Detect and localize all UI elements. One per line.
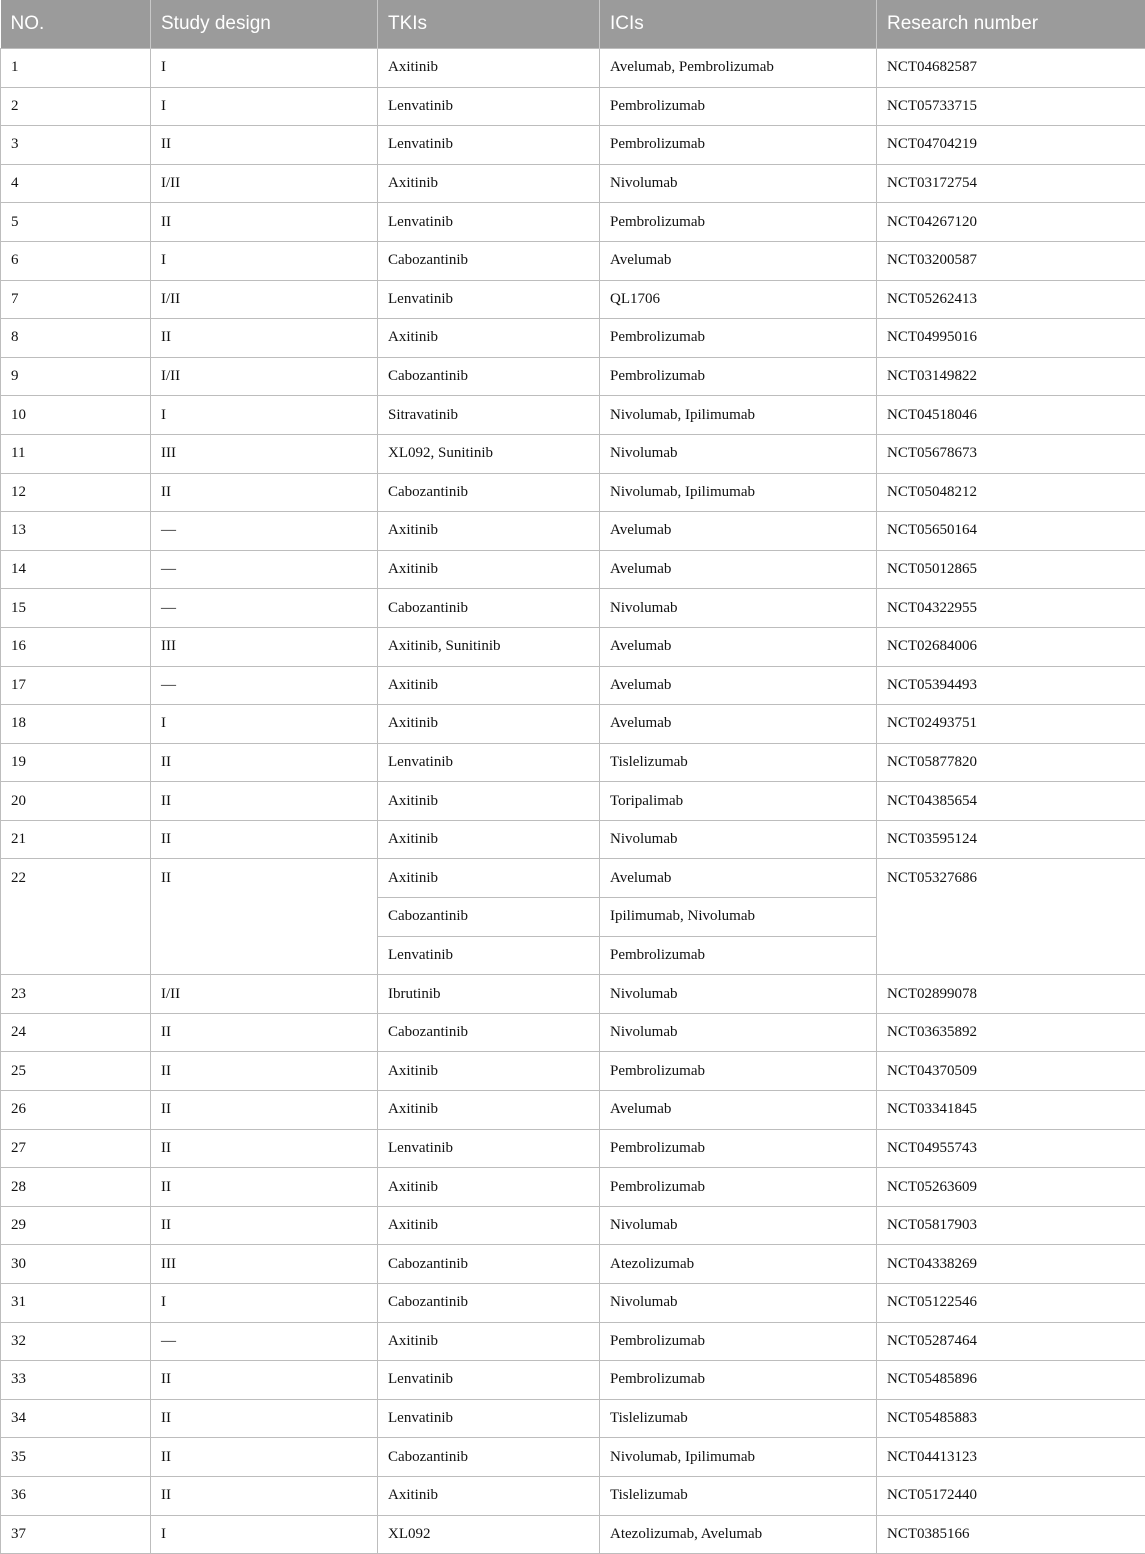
cell-tkis: Axitinib [378,49,600,88]
cell-study-design: II [151,782,378,821]
cell-study-design: II [151,1091,378,1130]
cell-tkis: Axitinib [378,1322,600,1361]
cell-study-design: II [151,820,378,859]
cell-no: 31 [1,1284,151,1323]
header-icis: ICIs [600,0,877,49]
cell-no: 8 [1,319,151,358]
table-row [1,666,1145,705]
cell-study-design: I/II [151,164,378,203]
table-row [1,1515,1145,1554]
cell-research-number: NCT04995016 [877,319,1145,358]
cell-research-number: NCT05485883 [877,1399,1145,1438]
table-row [1,1399,1145,1438]
table-row [1,357,1145,396]
table-row [1,434,1145,473]
cell-icis: Nivolumab [600,1013,877,1052]
cell-icis: Pembrolizumab [600,87,877,126]
cell-no: 29 [1,1206,151,1245]
table-row [1,241,1145,280]
cell-study-design: I/II [151,975,378,1014]
table-row [1,1052,1145,1091]
cell-study-design: I/II [151,357,378,396]
cell-research-number: NCT04322955 [877,589,1145,628]
cell-no: 32 [1,1322,151,1361]
cell-study-design: II [151,1206,378,1245]
cell-research-number: NCT05262413 [877,280,1145,319]
cell-tkis: Lenvatinib [378,743,600,782]
cell-tkis: Lenvatinib [378,203,600,242]
cell-icis: Nivolumab [600,164,877,203]
cell-study-design: II [151,1013,378,1052]
cell-study-design: — [151,1322,378,1361]
cell-research-number: NCT03200587 [877,241,1145,280]
cell-icis: Nivolumab [600,434,877,473]
cell-icis: Avelumab [600,627,877,666]
cell-study-design: I [151,396,378,435]
cell-icis: Pembrolizumab [600,319,877,358]
cell-icis: Pembrolizumab [600,1361,877,1400]
cell-icis: Toripalimab [600,782,877,821]
cell-research-number: NCT04704219 [877,126,1145,165]
cell-tkis: Cabozantinib [378,1438,600,1477]
cell-study-design: II [151,1476,378,1515]
cell-research-number: NCT05877820 [877,743,1145,782]
cell-study-design: I [151,49,378,88]
cell-study-design: II [151,859,378,975]
cell-research-number: NCT03149822 [877,357,1145,396]
cell-tkis: Cabozantinib [378,473,600,512]
cell-tkis: Axitinib [378,782,600,821]
cell-study-design: — [151,512,378,551]
table-row [1,975,1145,1014]
cell-icis: Pembrolizumab [600,1168,877,1207]
cell-study-design: II [151,1361,378,1400]
cell-no: 11 [1,434,151,473]
cell-no: 37 [1,1515,151,1554]
cell-study-design: I [151,241,378,280]
table-row [1,1361,1145,1400]
cell-study-design: III [151,627,378,666]
table-row [1,1013,1145,1052]
cell-research-number: NCT05122546 [877,1284,1145,1323]
header-row [1,0,1145,49]
cell-tkis: Cabozantinib [378,357,600,396]
cell-no: 16 [1,627,151,666]
header-research-number: Research number [877,0,1145,49]
cell-no: 5 [1,203,151,242]
table-row [1,87,1145,126]
cell-study-design: II [151,743,378,782]
cell-icis: Nivolumab, Ipilimumab [600,473,877,512]
table-row [1,1476,1145,1515]
cell-research-number: NCT02684006 [877,627,1145,666]
cell-study-design: I [151,87,378,126]
cell-icis: Nivolumab, Ipilimumab [600,396,877,435]
cell-icis: Atezolizumab, Avelumab [600,1515,877,1554]
cell-no: 18 [1,705,151,744]
cell-no: 20 [1,782,151,821]
cell-research-number: NCT05287464 [877,1322,1145,1361]
cell-tkis: Cabozantinib [378,1245,600,1284]
cell-tkis: Axitinib [378,1476,600,1515]
cell-tkis: Axitinib [378,1052,600,1091]
cell-tkis: Cabozantinib [378,241,600,280]
cell-research-number: NCT05733715 [877,87,1145,126]
cell-icis: Avelumab [600,512,877,551]
cell-research-number: NCT05012865 [877,550,1145,589]
cell-research-number: NCT05817903 [877,1206,1145,1245]
cell-icis: Avelumab [600,1091,877,1130]
cell-no: 2 [1,87,151,126]
cell-research-number: NCT04518046 [877,396,1145,435]
cell-tkis: Lenvatinib [378,1399,600,1438]
cell-tkis: Cabozantinib [378,898,600,937]
table-row [1,859,1145,898]
cell-research-number: NCT05678673 [877,434,1145,473]
cell-tkis: Lenvatinib [378,936,600,975]
cell-icis: Nivolumab [600,1284,877,1323]
cell-tkis: Axitinib [378,859,600,898]
cell-icis: Avelumab, Pembrolizumab [600,49,877,88]
table-row [1,589,1145,628]
cell-tkis: Axitinib [378,164,600,203]
table-row [1,782,1145,821]
table-row [1,512,1145,551]
table-row [1,1206,1145,1245]
cell-study-design: II [151,1129,378,1168]
cell-tkis: Lenvatinib [378,280,600,319]
cell-no: 9 [1,357,151,396]
cell-no: 7 [1,280,151,319]
cell-no: 17 [1,666,151,705]
table-row [1,1284,1145,1323]
cell-study-design: II [151,1168,378,1207]
header-study-design: Study design [151,0,378,49]
cell-icis: Tislelizumab [600,1476,877,1515]
header-no: NO. [1,0,151,49]
table-row [1,164,1145,203]
cell-no: 35 [1,1438,151,1477]
cell-icis: Pembrolizumab [600,126,877,165]
cell-research-number: NCT02899078 [877,975,1145,1014]
cell-icis: Avelumab [600,705,877,744]
table-row [1,820,1145,859]
cell-research-number: NCT05485896 [877,1361,1145,1400]
table-row [1,705,1145,744]
cell-icis: Avelumab [600,550,877,589]
cell-icis: Ipilimumab, Nivolumab [600,898,877,937]
table-row [1,743,1145,782]
cell-no: 36 [1,1476,151,1515]
cell-tkis: XL092, Sunitinib [378,434,600,473]
cell-study-design: — [151,666,378,705]
cell-tkis: Axitinib [378,1091,600,1130]
cell-study-design: II [151,126,378,165]
table-row [1,550,1145,589]
cell-tkis: Axitinib [378,705,600,744]
cell-no: 15 [1,589,151,628]
cell-study-design: I [151,705,378,744]
cell-research-number: NCT0385166 [877,1515,1145,1554]
table-row [1,280,1145,319]
cell-study-design: II [151,203,378,242]
cell-research-number: NCT04338269 [877,1245,1145,1284]
cell-tkis: Lenvatinib [378,126,600,165]
table-row [1,1091,1145,1130]
cell-study-design: III [151,1245,378,1284]
cell-study-design: I/II [151,280,378,319]
cell-no: 22 [1,859,151,975]
cell-research-number: NCT05263609 [877,1168,1145,1207]
cell-icis: Pembrolizumab [600,1322,877,1361]
cell-study-design: — [151,550,378,589]
cell-no: 24 [1,1013,151,1052]
cell-research-number: NCT05327686 [877,859,1145,975]
cell-research-number: NCT04682587 [877,49,1145,88]
cell-icis: Nivolumab [600,589,877,628]
cell-research-number: NCT03341845 [877,1091,1145,1130]
cell-icis: Tislelizumab [600,1399,877,1438]
table-row [1,1168,1145,1207]
cell-tkis: Axitinib [378,1168,600,1207]
cell-icis: Pembrolizumab [600,1129,877,1168]
cell-no: 14 [1,550,151,589]
cell-tkis: Lenvatinib [378,1129,600,1168]
cell-no: 21 [1,820,151,859]
cell-research-number: NCT05048212 [877,473,1145,512]
cell-study-design: I [151,1284,378,1323]
cell-research-number: NCT04370509 [877,1052,1145,1091]
cell-no: 27 [1,1129,151,1168]
cell-icis: Nivolumab, Ipilimumab [600,1438,877,1477]
cell-icis: Pembrolizumab [600,203,877,242]
cell-research-number: NCT04385654 [877,782,1145,821]
cell-no: 30 [1,1245,151,1284]
cell-icis: Avelumab [600,666,877,705]
cell-no: 19 [1,743,151,782]
cell-research-number: NCT04413123 [877,1438,1145,1477]
cell-no: 4 [1,164,151,203]
table-body [1,49,1145,1554]
cell-research-number: NCT05394493 [877,666,1145,705]
table-row [1,1245,1145,1284]
cell-no: 34 [1,1399,151,1438]
cell-tkis: Cabozantinib [378,589,600,628]
table-row [1,627,1145,666]
cell-study-design: — [151,589,378,628]
cell-research-number: NCT05172440 [877,1476,1145,1515]
cell-tkis: Axitinib [378,666,600,705]
cell-tkis: Axitinib, Sunitinib [378,627,600,666]
cell-icis: Pembrolizumab [600,936,877,975]
table-row [1,126,1145,165]
cell-icis: Tislelizumab [600,743,877,782]
cell-tkis: Sitravatinib [378,396,600,435]
cell-study-design: II [151,319,378,358]
cell-research-number: NCT03635892 [877,1013,1145,1052]
cell-research-number: NCT03595124 [877,820,1145,859]
cell-icis: Nivolumab [600,975,877,1014]
cell-study-design: III [151,434,378,473]
cell-study-design: II [151,473,378,512]
cell-tkis: Lenvatinib [378,87,600,126]
cell-no: 26 [1,1091,151,1130]
cell-study-design: II [151,1438,378,1477]
table-row [1,473,1145,512]
cell-no: 33 [1,1361,151,1400]
cell-no: 1 [1,49,151,88]
cell-icis: Pembrolizumab [600,1052,877,1091]
cell-no: 12 [1,473,151,512]
cell-icis: Atezolizumab [600,1245,877,1284]
table-row [1,319,1145,358]
cell-no: 10 [1,396,151,435]
cell-no: 28 [1,1168,151,1207]
table-row [1,203,1145,242]
table-row [1,396,1145,435]
cell-icis: Avelumab [600,241,877,280]
cell-study-design: II [151,1399,378,1438]
cell-study-design: II [151,1052,378,1091]
cell-tkis: Axitinib [378,319,600,358]
cell-no: 13 [1,512,151,551]
cell-research-number: NCT05650164 [877,512,1145,551]
cell-research-number: NCT04267120 [877,203,1145,242]
cell-tkis: XL092 [378,1515,600,1554]
cell-tkis: Axitinib [378,820,600,859]
table-row [1,1129,1145,1168]
cell-research-number: NCT02493751 [877,705,1145,744]
cell-icis: Nivolumab [600,1206,877,1245]
cell-tkis: Cabozantinib [378,1284,600,1323]
cell-research-number: NCT03172754 [877,164,1145,203]
cell-icis: Pembrolizumab [600,357,877,396]
table-row [1,1438,1145,1477]
cell-tkis: Axitinib [378,550,600,589]
table-row [1,1322,1145,1361]
cell-no: 3 [1,126,151,165]
cell-no: 25 [1,1052,151,1091]
cell-tkis: Lenvatinib [378,1361,600,1400]
cell-tkis: Axitinib [378,512,600,551]
cell-research-number: NCT04955743 [877,1129,1145,1168]
cell-study-design: I [151,1515,378,1554]
cell-no: 6 [1,241,151,280]
header-tkis: TKIs [378,0,600,49]
table-row [1,49,1145,88]
cell-tkis: Ibrutinib [378,975,600,1014]
cell-icis: Avelumab [600,859,877,898]
cell-tkis: Cabozantinib [378,1013,600,1052]
cell-icis: QL1706 [600,280,877,319]
cell-icis: Nivolumab [600,820,877,859]
cell-no: 23 [1,975,151,1014]
cell-tkis: Axitinib [378,1206,600,1245]
